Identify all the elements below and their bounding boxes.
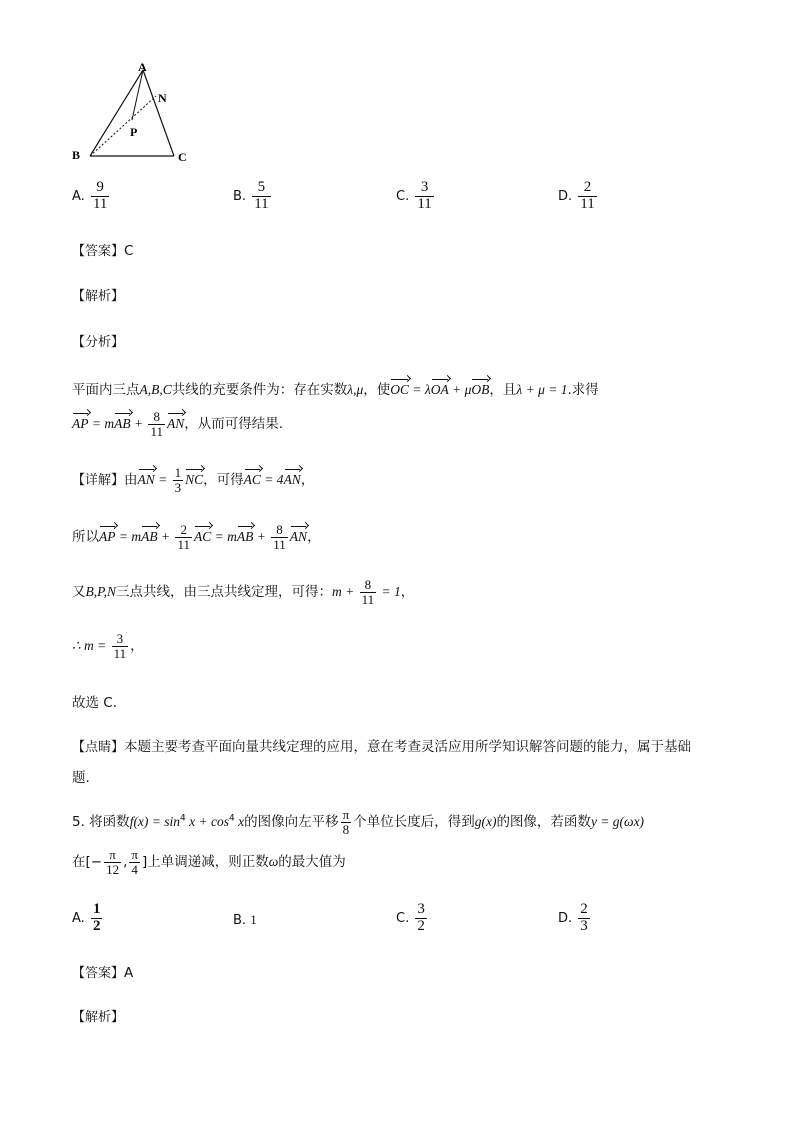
answer-value: A [124, 965, 134, 981]
q4-fenxi-line1: 平面内三点A,B,C共线的充要条件为：存在实数λ,μ，使OC = λOA + μOB，且λ + μ = 1.求得 [72, 382, 599, 398]
option-letter: A. [72, 188, 85, 204]
q4-xiangjie-line1: 【详解】由AN = $\frac{1}{3}$ NC，可得AC = 4AN， [72, 465, 315, 495]
option-fraction: $\frac{9}{11}$ [92, 179, 108, 212]
option-fraction: $\frac{3}{11}$ [417, 179, 432, 212]
q4-fenxi-line2: AP = mAB + $\frac{8}{11}$ AN，从而可得结果. [72, 409, 284, 439]
q4-xiangjie-line4: ∴ m = $\frac{3}{11}$ ， [72, 631, 144, 661]
q4-answer [72, 240, 133, 259]
option-letter: C. [396, 910, 410, 926]
label-a: A [138, 60, 147, 74]
triangle-figure [66, 58, 196, 168]
q4-option-b[interactable] [233, 180, 273, 213]
option-fraction: $\frac{1}{2}$ [92, 901, 101, 934]
label-p: P [130, 125, 138, 139]
label-b: B [72, 148, 81, 162]
option-letter: A. [72, 910, 85, 926]
q4-dianjing-line2: 题. [72, 770, 90, 786]
q4-option-a[interactable] [72, 180, 111, 213]
option-fraction: $\frac{3}{2}$ [417, 901, 425, 934]
question-number: 5. [72, 814, 85, 831]
q5-option-d[interactable] [558, 902, 592, 935]
q5-answer [72, 962, 133, 981]
q5-stem-line1: 5. 将函数$f(x) = \sin^4 x + \cos^4 x$的图像向左平移 $\frac{\pi}{8}$ 个单位长度后，得到g(x)的图像，若函数y = g(ωx) [72, 807, 645, 837]
option-letter: B. [233, 188, 247, 204]
q4-xiangjie-line5: 故选 C. [72, 695, 118, 711]
answer-label: 【答案】 [72, 244, 125, 259]
option-fraction: $\frac{2}{11}$ [580, 179, 595, 212]
answer-value: C [124, 243, 134, 259]
q4-analysis-label: 【解析】 [72, 289, 125, 304]
option-value: 1 [250, 912, 257, 927]
q5-option-b[interactable] [233, 912, 257, 928]
q5-option-a[interactable] [72, 902, 104, 935]
q5-option-c[interactable] [396, 902, 429, 935]
segment-bn [90, 96, 156, 156]
label-c: C [178, 150, 187, 164]
edge-ac [143, 70, 174, 156]
q4-xiangjie-line3: 又B,P,N三点共线，由三点共线定理，可得：m + $\frac{8}{11}$ = 1， [72, 577, 415, 607]
q5-stem-line2: 在[− $\frac{\pi}{12}$ , $\frac{\pi}{4}$ ]上单调递减，则正数ω的最大值为 [72, 847, 346, 877]
xiangjie-label: 【详解】 [72, 473, 125, 489]
q4-xiangjie-line2: 所以AP = mAB + $\frac{2}{11}$ AC = mAB + $\frac{8}{11}$ AN， [72, 522, 321, 552]
option-letter: D. [558, 910, 573, 926]
option-fraction: $\frac{2}{3}$ [580, 901, 588, 934]
answer-label: 【答案】 [72, 966, 125, 981]
option-letter: D. [558, 188, 573, 204]
q4-dianjing-line1: 【点睛】本题主要考查平面向量共线定理的应用，意在考查灵活应用所学知识解答问题的能力，属于基础 [72, 739, 692, 755]
q4-option-d[interactable] [558, 180, 599, 213]
dianjing-label: 【点睛】 [72, 740, 125, 755]
edge-ab [90, 70, 143, 156]
q4-option-c[interactable] [396, 180, 436, 213]
q5-analysis-label: 【解析】 [72, 1010, 125, 1025]
option-letter: C. [396, 188, 410, 204]
q4-fenxi-label: 【分析】 [72, 335, 125, 350]
option-fraction: $\frac{5}{11}$ [254, 179, 269, 212]
option-letter: B. [233, 913, 247, 928]
label-n: N [158, 91, 167, 105]
